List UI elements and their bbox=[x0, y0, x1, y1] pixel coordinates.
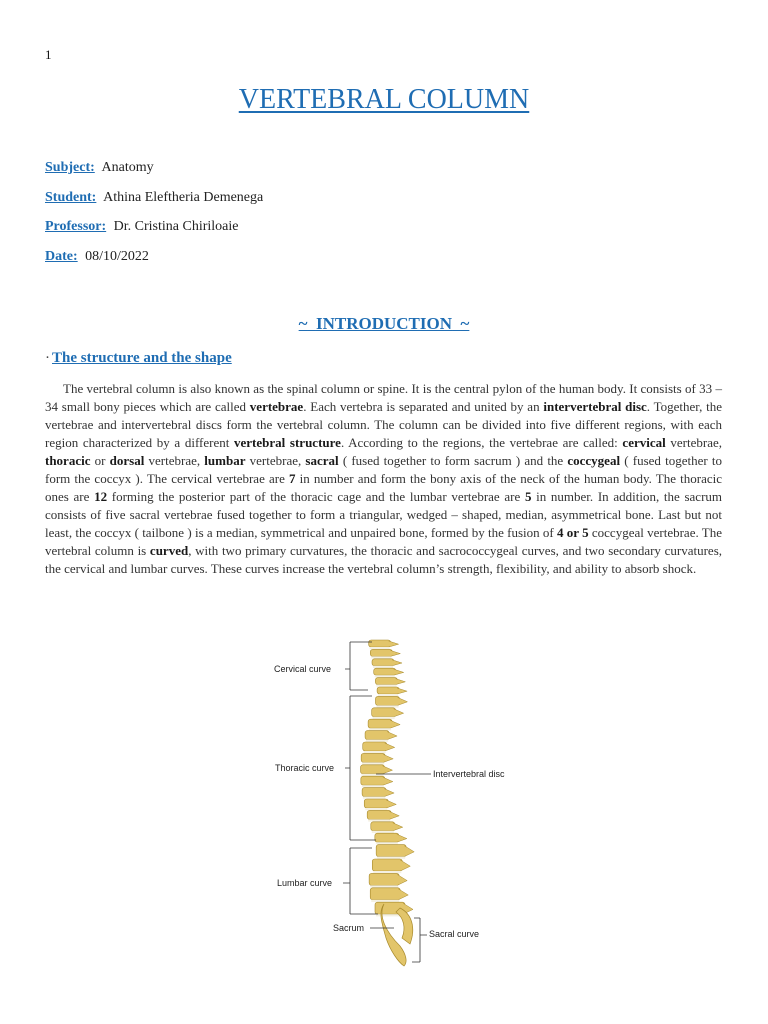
text-run: , with two primary curvatures, the thoracic and sacrococcygeal curves, and two secondary curvatures, the cervical and lumbar curves. These curves increase the vertebral column’s strength, flexibility, and ability to absorb shock. bbox=[45, 543, 722, 576]
spinous-process bbox=[383, 766, 393, 774]
bold-term: vertebral structure bbox=[234, 435, 341, 450]
label-lumbar-curve: Lumbar curve bbox=[277, 878, 333, 888]
intervertebral-disc bbox=[365, 808, 387, 810]
spinous-process bbox=[384, 789, 394, 797]
vertebra bbox=[361, 753, 385, 762]
spinous-process bbox=[383, 754, 393, 762]
vertebra bbox=[368, 719, 392, 728]
bold-term: dorsal bbox=[109, 453, 145, 468]
spinous-process bbox=[394, 709, 404, 717]
vertebra bbox=[369, 640, 391, 647]
bullet-icon: · bbox=[45, 350, 50, 366]
bracket-cervical bbox=[345, 642, 372, 690]
document-title: VERTEBRAL COLUMN bbox=[238, 84, 530, 115]
spinous-process bbox=[397, 697, 407, 705]
intervertebral-disc bbox=[376, 842, 398, 844]
spinous-process bbox=[397, 688, 407, 694]
meta-professor bbox=[45, 219, 239, 235]
intervertebral-disc bbox=[362, 785, 384, 787]
bold-term: cervical bbox=[622, 435, 666, 450]
intervertebral-disc bbox=[377, 857, 405, 859]
bold-term: vertebrae bbox=[249, 399, 304, 414]
text-run: ( fused together to form the coccyx ). The cervical vertebrae are bbox=[45, 453, 722, 486]
vertebra bbox=[363, 742, 387, 751]
vertebra bbox=[364, 799, 388, 808]
spinous-process bbox=[387, 732, 397, 740]
introduction-suffix: ~ bbox=[460, 314, 470, 333]
vertebra bbox=[377, 687, 399, 694]
intervertebral-disc bbox=[369, 728, 391, 730]
text-run: . Each vertebra is separated and united by an bbox=[303, 399, 544, 414]
sacrum-wing bbox=[396, 908, 413, 944]
bold-term: curved bbox=[149, 543, 189, 558]
spinous-process bbox=[389, 811, 399, 819]
vertebra bbox=[374, 668, 396, 675]
spinous-process bbox=[400, 860, 410, 871]
meta-student bbox=[45, 190, 263, 206]
spine-illustration bbox=[248, 632, 520, 972]
intervertebral-disc bbox=[362, 762, 384, 764]
body-paragraph bbox=[45, 380, 722, 578]
text-run: or bbox=[90, 453, 110, 468]
vertebra bbox=[372, 859, 402, 871]
label-cervical-curve: Cervical curve bbox=[274, 664, 332, 674]
spinous-process bbox=[383, 777, 393, 785]
meta-subject-value: Anatomy bbox=[101, 160, 154, 175]
intervertebral-disc bbox=[375, 675, 395, 677]
label-intervertebral-disc: Intervertebral disc bbox=[433, 769, 505, 779]
intervertebral-disc bbox=[371, 900, 399, 902]
page-number: 1 bbox=[45, 47, 52, 62]
label-sacrum: Sacrum bbox=[333, 923, 365, 933]
meta-date-label: Date: bbox=[45, 249, 78, 264]
intervertebral-disc bbox=[371, 656, 391, 658]
vertebra bbox=[376, 845, 406, 857]
intervertebral-disc bbox=[370, 885, 398, 887]
bold-term: sacral bbox=[305, 453, 339, 468]
intervertebral-disc bbox=[372, 831, 394, 833]
bold-term: intervertebral disc bbox=[543, 399, 647, 414]
label-sacral-curve: Sacral curve bbox=[429, 929, 480, 939]
vertebra bbox=[375, 833, 399, 842]
intervertebral-disc bbox=[376, 705, 398, 707]
spinous-process bbox=[386, 800, 396, 808]
text-run: vertebrae, bbox=[245, 453, 306, 468]
intervertebral-disc bbox=[368, 819, 390, 821]
intervertebral-disc bbox=[363, 797, 385, 799]
vertebra bbox=[370, 649, 392, 656]
text-run: coccygeal vertebrae. The vertebral column is bbox=[45, 525, 722, 558]
bold-term: coccygeal bbox=[567, 453, 621, 468]
intervertebral-disc bbox=[376, 685, 396, 687]
bold-term: 12 bbox=[94, 489, 108, 504]
meta-subject-label: Subject: bbox=[45, 160, 95, 175]
spinous-process bbox=[389, 641, 399, 647]
vertebrae-group bbox=[361, 640, 415, 966]
meta-professor-value: Dr. Cristina Chiriloaie bbox=[113, 219, 239, 234]
spinous-process bbox=[398, 889, 408, 900]
vertebra bbox=[370, 888, 400, 900]
spinous-process bbox=[390, 720, 400, 728]
meta-date bbox=[45, 249, 149, 265]
meta-student-value: Athina Eleftheria Demenega bbox=[103, 190, 264, 205]
intervertebral-disc bbox=[373, 871, 401, 873]
vertebra bbox=[375, 678, 397, 685]
intervertebral-disc bbox=[364, 751, 386, 753]
text-run: The vertebral column is also known as the spinal column or spine. It is the central pylon of the human body. It consists of 33 – 34 small bony pieces which are called bbox=[45, 381, 722, 414]
vertebra bbox=[367, 810, 391, 819]
meta-professor-label: Professor: bbox=[45, 219, 107, 234]
intervertebral-disc bbox=[373, 666, 393, 668]
vertebra bbox=[365, 731, 389, 740]
introduction-label: INTRODUCTION bbox=[315, 314, 453, 333]
spinous-process bbox=[395, 679, 405, 685]
bold-term: thoracic bbox=[45, 453, 91, 468]
spinous-process bbox=[397, 834, 407, 842]
spinous-process bbox=[385, 743, 395, 751]
bracket-sacral bbox=[412, 918, 427, 962]
vertebra bbox=[372, 708, 396, 717]
intervertebral-disc bbox=[370, 647, 390, 649]
vertebra bbox=[375, 696, 399, 705]
bold-term: lumbar bbox=[204, 453, 246, 468]
text-run: vertebrae, bbox=[144, 453, 205, 468]
text-run: in number and form the bony axis of the neck of the human body. The thoracic ones are bbox=[45, 471, 722, 504]
intervertebral-disc bbox=[373, 717, 395, 719]
vertebra bbox=[369, 873, 399, 885]
meta-subject bbox=[45, 160, 154, 176]
text-run: forming the posterior part of the thoracic cage and the lumbar vertebrae are bbox=[107, 489, 525, 504]
meta-student-label: Student: bbox=[45, 190, 97, 205]
spinous-process bbox=[397, 874, 407, 885]
text-run: in number. In addition, the sacrum consists of five sacral vertebrae fused together to form a triangular, wedged – shaped, median, asymmetrical bone. Last but not least, the coccyx ( tailbone ) is a median, symmetrical and unpaired bone, formed by the fusion of bbox=[45, 489, 723, 540]
text-run: . According to the regions, the vertebrae are called: bbox=[340, 435, 623, 450]
introduction-prefix: ~ bbox=[298, 314, 308, 333]
spinous-process bbox=[394, 669, 404, 675]
intervertebral-disc bbox=[366, 740, 388, 742]
meta-date-value: 08/10/2022 bbox=[85, 249, 149, 264]
spinous-process bbox=[392, 660, 402, 666]
vertebra bbox=[362, 788, 386, 797]
text-run: ( fused together to form sacrum ) and the bbox=[338, 453, 568, 468]
spine-figure bbox=[248, 632, 520, 972]
bold-term: 5 bbox=[524, 489, 532, 504]
structure-heading-label: The structure and the shape bbox=[52, 350, 232, 366]
label-thoracic-curve: Thoracic curve bbox=[275, 763, 335, 773]
spinous-process bbox=[393, 823, 403, 831]
vertebra bbox=[371, 822, 395, 831]
spinous-process bbox=[390, 650, 400, 656]
introduction-heading bbox=[0, 314, 768, 334]
intervertebral-disc bbox=[378, 694, 398, 696]
vertebra bbox=[361, 765, 385, 774]
text-run: . Together, the vertebrae and intervertebral discs form the vertebral column. The column can be divided into five different regions, with each region characterized by a different bbox=[45, 399, 722, 450]
structure-heading bbox=[45, 350, 232, 367]
bold-term: 7 bbox=[288, 471, 296, 486]
vertebra bbox=[361, 776, 385, 785]
vertebra bbox=[372, 659, 394, 666]
text-run: vertebrae, bbox=[665, 435, 722, 450]
spinous-process bbox=[404, 846, 414, 857]
bold-term: 4 or 5 bbox=[557, 525, 589, 540]
